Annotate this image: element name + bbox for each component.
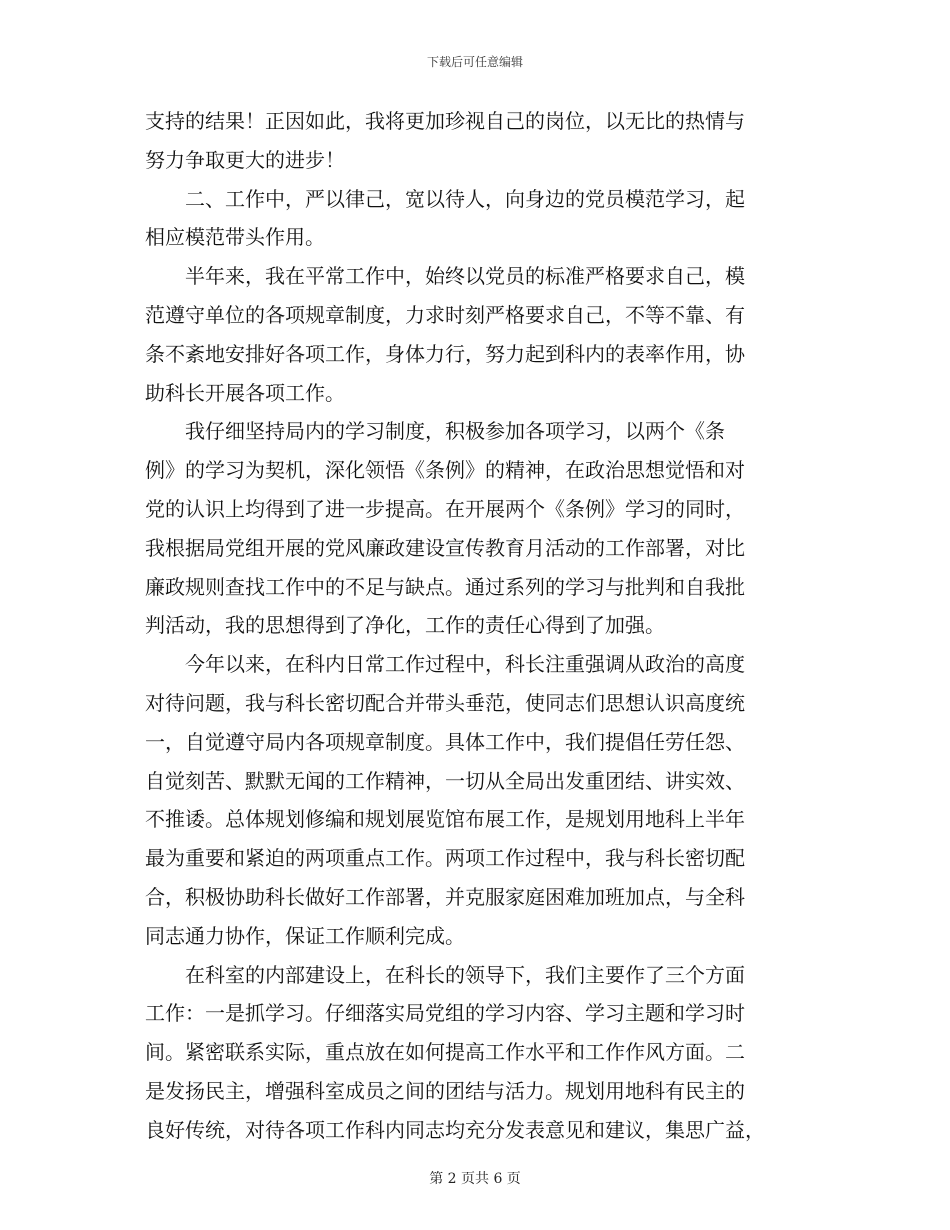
text-line: 半年来，我在平常工作中，始终以党员的标准严格要求自己，模	[145, 264, 745, 289]
text-line: 是发扬民主，增强科室成员之间的团结与活力。规划用地科有民主的	[145, 1078, 745, 1103]
text-line: 自觉刻苦、默默无闻的工作精神，一切从全局出发重团结、讲实效、	[145, 768, 745, 793]
text-line: 合，积极协助科长做好工作部署，并克服家庭困难加班加点，与全科	[145, 884, 745, 909]
text-line: 例》的学习为契机，深化领悟《条例》的精神，在政治思想觉悟和对	[145, 458, 745, 483]
body-text	[145, 102, 805, 1150]
text-line: 努力争取更大的进步！	[145, 147, 345, 172]
page-footer: 第 2 页共 6 页	[429, 1171, 521, 1187]
text-line: 助科长开展各项工作。	[145, 380, 345, 405]
text-line: 相应模范带头作用。	[145, 225, 325, 250]
text-line: 党的认识上均得到了进一步提高。在开展两个《条例》学习的同时，	[145, 496, 745, 521]
text-line: 同志通力协作，保证工作顺利完成。	[145, 923, 465, 948]
text-line: 工作：一是抓学习。仔细落实局党组的学习内容、学习主题和学习时	[145, 1001, 745, 1026]
text-line: 良好传统，对待各项工作科内同志均充分发表意见和建议，集思广益，	[145, 1117, 765, 1142]
text-line: 判活动，我的思想得到了净化，工作的责任心得到了加强。	[145, 613, 665, 638]
text-line: 今年以来，在科内日常工作过程中，科长注重强调从政治的高度	[145, 652, 745, 677]
text-line: 最为重要和紧迫的两项重点工作。两项工作过程中，我与科长密切配	[145, 846, 745, 871]
text-line: 范遵守单位的各项规章制度，力求时刻严格要求自己，不等不靠、有	[145, 302, 745, 327]
text-line: 一，自觉遵守局内各项规章制度。具体工作中，我们提倡任劳任怨、	[145, 729, 745, 754]
text-line: 在科室的内部建设上，在科长的领导下，我们主要作了三个方面	[145, 962, 745, 987]
text-line: 条不紊地安排好各项工作，身体力行，努力起到科内的表率作用，协	[145, 341, 745, 366]
text-line: 我根据局党组开展的党风廉政建设宣传教育月活动的工作部署，对比	[145, 535, 745, 560]
page-header: 下载后可任意编辑	[426, 55, 523, 69]
text-line: 二、工作中，严以律己，宽以待人，向身边的党员模范学习，起	[145, 186, 745, 211]
text-line: 支持的结果！正因如此，我将更加珍视自己的岗位，以无比的热情与	[145, 109, 745, 133]
text-line: 我仔细坚持局内的学习制度，积极参加各项学习，以两个《条	[145, 419, 725, 444]
text-line: 不推诿。总体规划修编和规划展览馆布展工作，是规划用地科上半年	[145, 807, 745, 832]
text-line: 廉政规则查找工作中的不足与缺点。通过系列的学习与批判和自我批	[145, 574, 745, 599]
text-line: 对待问题，我与科长密切配合并带头垂范，使同志们思想认识高度统	[145, 690, 745, 715]
text-line: 间。紧密联系实际，重点放在如何提高工作水平和工作作风方面。二	[145, 1040, 745, 1065]
